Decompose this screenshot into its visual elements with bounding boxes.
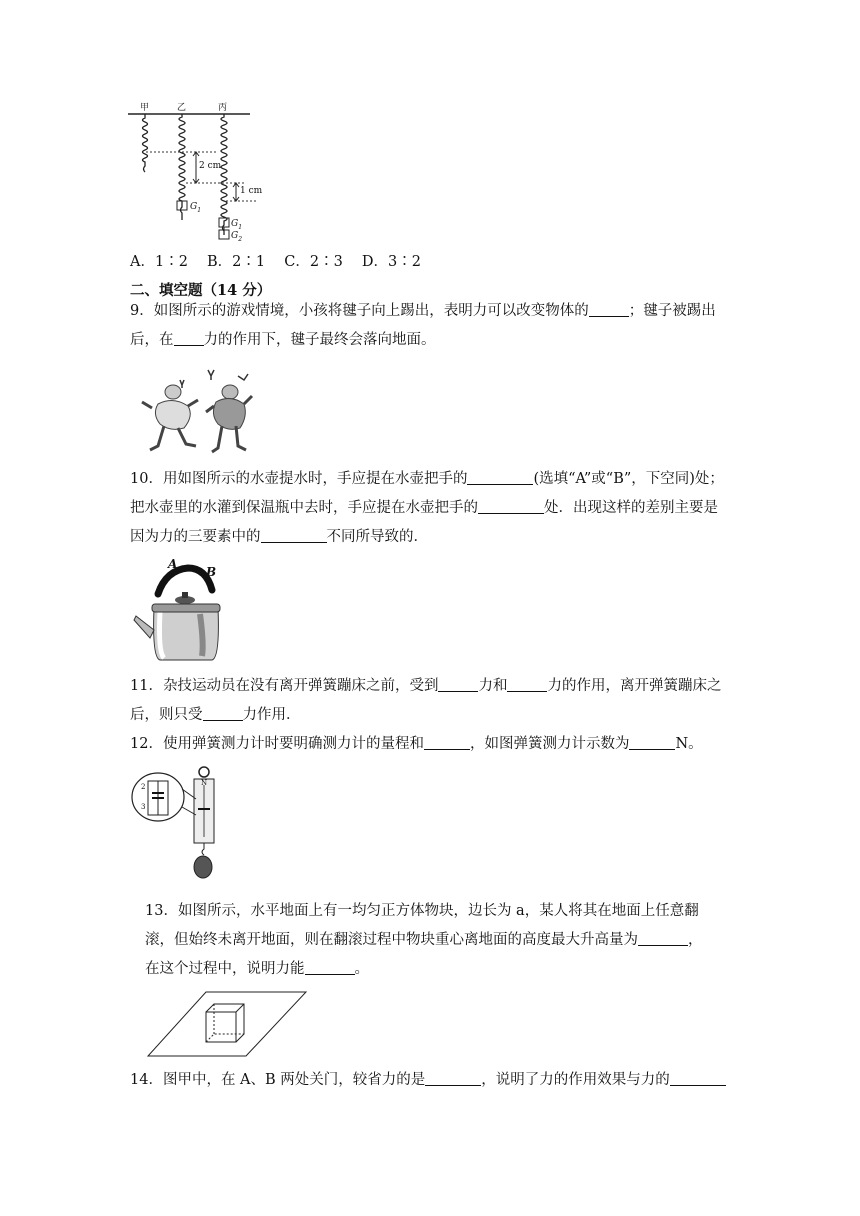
zoom-tick-2: 2 [141, 783, 146, 791]
kids-kicking-shuttlecock-image [128, 362, 268, 460]
q11-line1: 11．杂技运动员在没有离开弹簧蹦床之前，受到 力和 力的作用，离开弹簧蹦床之 [130, 678, 722, 694]
scale-unit-n: N [201, 779, 208, 787]
section2-heading: 二、填空题（14 分） [130, 282, 272, 299]
zoom-tick-3: 3 [141, 803, 146, 811]
q10-line2: 把水壶里的水灌到保温瓶中去时，手应提在水壶把手的 处．出现这样的差别主要是 [130, 500, 718, 516]
dim-label-2cm: 2 cm [199, 161, 222, 171]
q12-line1: 12．使用弹簧测力计时要明确测力计的量程和 ，如图弹簧测力计示数为 N。 [130, 736, 703, 752]
cube-figure [146, 990, 310, 1060]
q10-blank-1 [467, 470, 533, 485]
q12-blank-2 [629, 735, 675, 750]
spring-label-bing: 丙 [218, 103, 228, 113]
q8-options: A．1∶2 B．2∶1 C．2∶3 D．3∶2 [130, 254, 421, 270]
weight-label-g1-yi: $G_1$ [190, 202, 202, 214]
spring-label-yi: 乙 [177, 103, 187, 113]
q14-line1: 14．图甲中，在 A、B 两处关门，较省力的是 ，说明了力的作用效果与力的 [130, 1070, 726, 1090]
weight-label-g2-bing: $G_2$ [231, 231, 243, 243]
q13-line3: 在这个过程中，说明力能 。 [145, 961, 369, 977]
kettle-figure [130, 556, 230, 664]
cube-on-ground-diagram [146, 990, 310, 1060]
dim-label-1cm: 1 cm [240, 186, 263, 196]
q10-line3: 因为力的三要素中的 不同所导致的． [130, 529, 428, 545]
q9-line2: 后，在 力的作用下，毽子最终会落向地面。 [130, 332, 436, 348]
q14-blank-2 [670, 1071, 726, 1086]
q10-blank-3 [261, 528, 327, 543]
q13-line2: 滚，但始终未离开地面，则在翻滚过程中物块重心离地面的高度最大升高量为 ， [145, 932, 703, 948]
spring-scale-figure [128, 765, 238, 883]
q11-line2: 后，则只受 力作用． [130, 707, 301, 723]
q11-blank-2 [507, 677, 547, 692]
q9-blank-2 [174, 331, 204, 346]
kettle-label-a: A [168, 557, 178, 571]
q9-line1: 9．如图所示的游戏情境，小孩将毽子向上踢出，表明力可以改变物体的 ；毽子被踢出 [130, 303, 716, 319]
q12-blank-1 [424, 735, 470, 750]
weight-label-g1-bing: $G_1$ [231, 219, 243, 231]
q13-line1: 13．如图所示，水平地面上有一均匀正方体物块，边长为 a，某人将其在地面上任意翻 [145, 903, 699, 919]
shuttlecock-figure [128, 362, 268, 460]
q11-blank-3 [203, 706, 243, 721]
springs-figure [126, 100, 266, 250]
q13-blank-1 [638, 931, 688, 946]
q10-blank-2 [478, 499, 544, 514]
kettle-label-b: B [206, 565, 217, 579]
q10-line1: 10．用如图所示的水壶提水时，手应提在水壶把手的 (选填“A”或“B”，下空同)处； [130, 471, 724, 487]
spring-label-jia: 甲 [140, 103, 150, 113]
springs-diagram [126, 100, 266, 250]
q14-blank-1 [425, 1071, 481, 1086]
q13-blank-2 [305, 960, 355, 975]
q9-blank-1 [589, 302, 629, 317]
q11-blank-1 [438, 677, 478, 692]
